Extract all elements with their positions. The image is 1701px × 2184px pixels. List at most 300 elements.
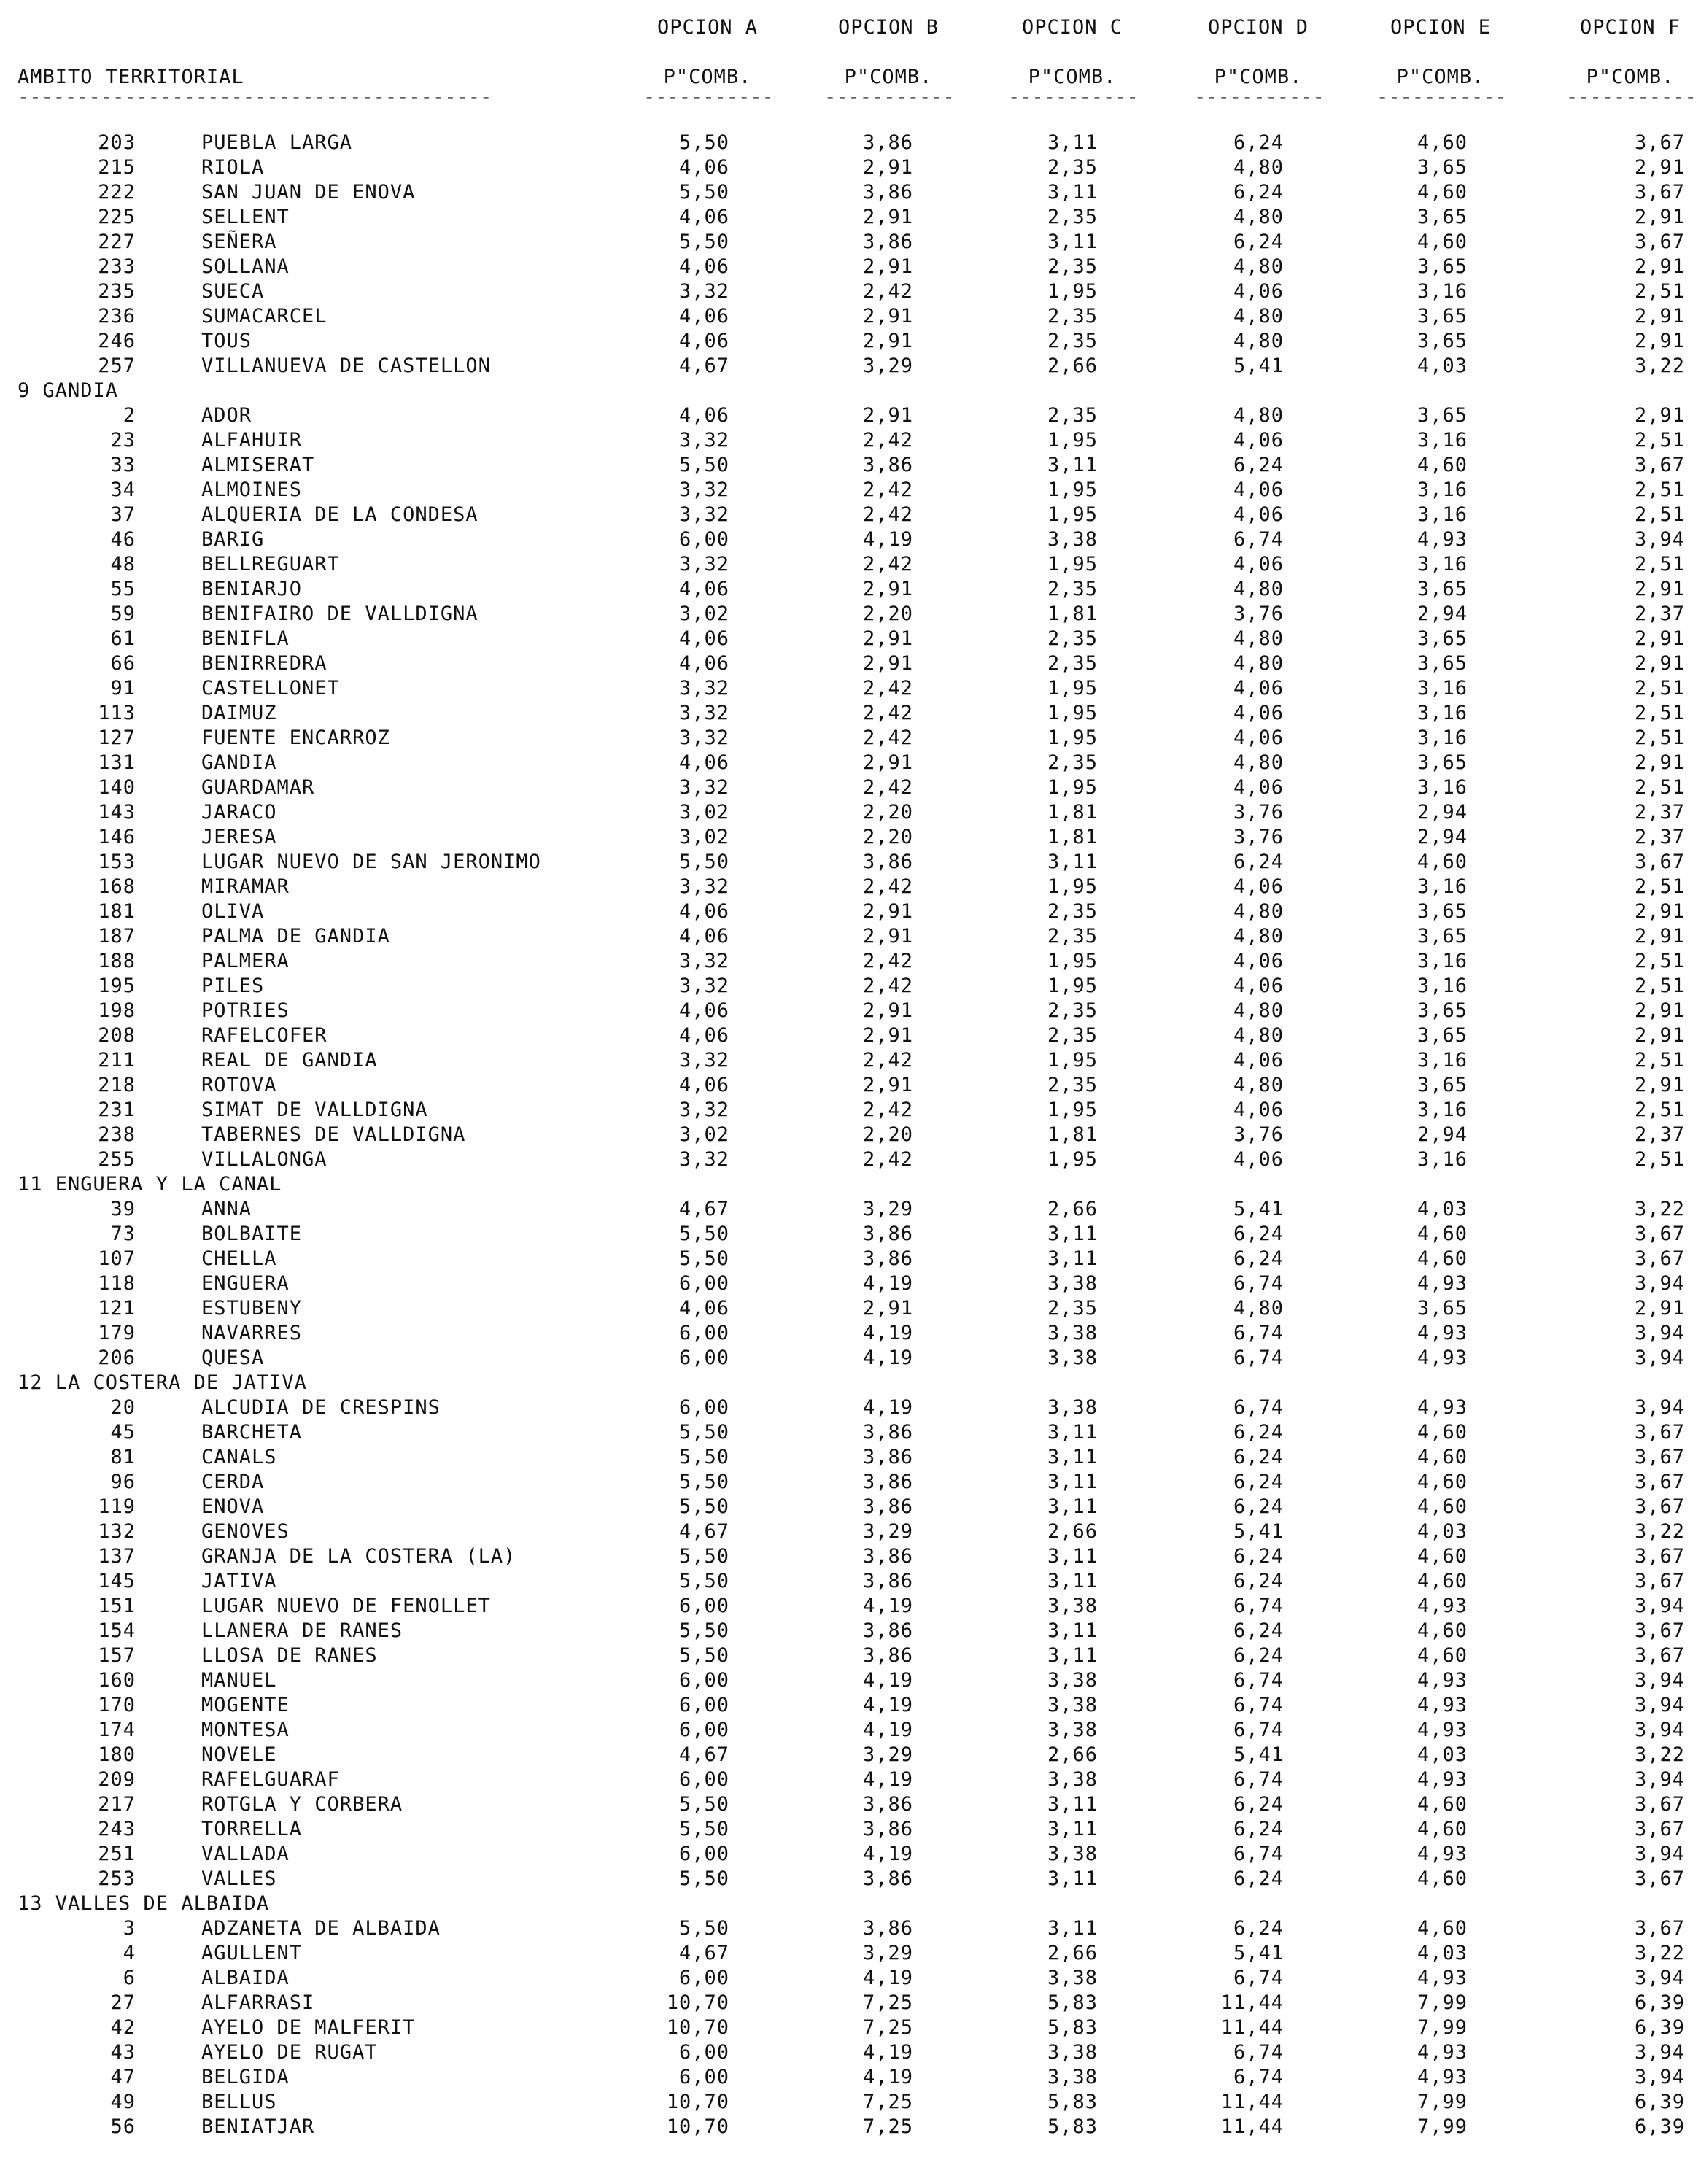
- table-row: [0, 1967, 1701, 1991]
- value-option-c: 3,38: [1047, 1669, 1098, 1692]
- value-option-a: 5,50: [678, 1644, 729, 1667]
- municipality-code: 107: [98, 1247, 136, 1270]
- value-option-d: 6,24: [1233, 1545, 1284, 1568]
- value-option-c: 2,35: [1047, 925, 1098, 948]
- value-option-c: 1,95: [1047, 280, 1098, 303]
- value-option-c: 1,81: [1047, 603, 1098, 625]
- value-option-f: 2,51: [1634, 677, 1685, 700]
- value-option-d: 4,06: [1233, 553, 1284, 576]
- municipality-name: MONTESA: [201, 1719, 290, 1741]
- value-option-a: 5,50: [678, 1793, 729, 1816]
- value-option-e: 4,03: [1417, 1198, 1468, 1220]
- municipality-code: 73: [110, 1223, 136, 1245]
- value-option-e: 4,03: [1417, 1743, 1468, 1766]
- value-option-a: 3,02: [678, 826, 729, 848]
- value-option-e: 4,93: [1417, 1843, 1468, 1865]
- table-row: [0, 826, 1701, 851]
- value-option-f: 2,51: [1634, 503, 1685, 526]
- municipality-code: 218: [98, 1074, 136, 1096]
- value-option-c: 2,66: [1047, 1942, 1098, 1964]
- municipality-name: LUGAR NUEVO DE FENOLLET: [201, 1595, 491, 1617]
- value-option-a: 5,50: [678, 181, 729, 204]
- value-option-f: 3,22: [1634, 1198, 1685, 1220]
- value-option-f: 2,91: [1634, 330, 1685, 352]
- value-option-d: 4,06: [1233, 727, 1284, 749]
- municipality-name: MOGENTE: [201, 1694, 290, 1716]
- value-option-f: 3,67: [1634, 1570, 1685, 1592]
- value-option-b: 2,91: [862, 925, 913, 948]
- municipality-code: 195: [98, 975, 136, 997]
- value-option-b: 2,20: [862, 801, 913, 824]
- municipality-name: LUGAR NUEVO DE SAN JERONIMO: [201, 851, 541, 873]
- column-header-option-a: OPCION A: [656, 16, 759, 39]
- value-option-d: 4,06: [1233, 503, 1284, 526]
- table-row: [0, 1843, 1701, 1867]
- municipality-name: PUEBLA LARGA: [201, 131, 353, 154]
- municipality-name: SEÑERA: [201, 231, 277, 253]
- table-row: [0, 479, 1701, 503]
- value-option-a: 6,00: [678, 1396, 729, 1419]
- value-option-a: 6,00: [678, 2041, 729, 2064]
- value-option-d: 6,74: [1233, 1694, 1284, 1716]
- value-option-b: 2,42: [862, 950, 913, 972]
- municipality-name: TORRELLA: [201, 1818, 303, 1840]
- table-row: [0, 528, 1701, 553]
- value-option-c: 2,35: [1047, 999, 1098, 1022]
- table-row: [0, 1619, 1701, 1644]
- value-option-e: 4,93: [1417, 1669, 1468, 1692]
- municipality-code: 143: [98, 801, 136, 824]
- value-option-b: 2,91: [862, 1024, 913, 1047]
- value-option-a: 3,02: [678, 1123, 729, 1146]
- municipality-name: VALLES: [201, 1867, 277, 1890]
- value-option-f: 3,67: [1634, 1223, 1685, 1245]
- value-option-e: 7,99: [1417, 2091, 1468, 2113]
- value-option-b: 7,25: [862, 1991, 913, 2014]
- value-option-a: 10,70: [666, 2016, 729, 2039]
- municipality-name: BENIFLA: [201, 627, 290, 650]
- municipality-code: 203: [98, 131, 136, 154]
- value-option-d: 6,74: [1233, 2066, 1284, 2088]
- value-option-a: 4,06: [678, 627, 729, 650]
- value-option-c: 1,81: [1047, 801, 1098, 824]
- municipality-name: GENOVES: [201, 1520, 290, 1543]
- municipality-code: 181: [98, 900, 136, 923]
- municipality-code: 211: [98, 1049, 136, 1072]
- municipality-code: 66: [110, 652, 136, 675]
- municipality-code: 253: [98, 1867, 136, 1890]
- value-option-d: 4,06: [1233, 280, 1284, 303]
- value-option-f: 3,94: [1634, 1396, 1685, 1419]
- value-option-b: 2,42: [862, 553, 913, 576]
- value-option-c: 3,11: [1047, 1471, 1098, 1493]
- value-option-c: 1,81: [1047, 826, 1098, 848]
- table-row: [0, 156, 1701, 181]
- value-option-a: 3,32: [678, 479, 729, 501]
- table-row: [0, 1793, 1701, 1818]
- value-option-d: 6,24: [1233, 1793, 1284, 1816]
- value-option-a: 4,67: [678, 1743, 729, 1766]
- value-option-e: 4,93: [1417, 1967, 1468, 1989]
- value-option-b: 2,91: [862, 255, 913, 278]
- value-option-a: 3,32: [678, 975, 729, 997]
- value-option-f: 3,67: [1634, 454, 1685, 476]
- value-option-c: 2,66: [1047, 1520, 1098, 1543]
- value-option-b: 2,91: [862, 578, 913, 600]
- value-option-b: 2,42: [862, 702, 913, 724]
- value-option-e: 3,16: [1417, 1099, 1468, 1121]
- value-option-b: 2,42: [862, 677, 913, 700]
- value-option-f: 2,91: [1634, 627, 1685, 650]
- table-row: [0, 1074, 1701, 1099]
- value-option-e: 4,60: [1417, 454, 1468, 476]
- value-option-a: 4,67: [678, 1520, 729, 1543]
- table-row: [0, 702, 1701, 727]
- value-option-b: 3,86: [862, 231, 913, 253]
- value-option-e: 3,16: [1417, 702, 1468, 724]
- value-option-c: 2,35: [1047, 751, 1098, 774]
- value-option-a: 6,00: [678, 1272, 729, 1295]
- municipality-name: OLIVA: [201, 900, 265, 923]
- value-option-d: 6,74: [1233, 1669, 1284, 1692]
- value-option-a: 5,50: [678, 1247, 729, 1270]
- value-option-e: 4,03: [1417, 1942, 1468, 1964]
- value-option-c: 2,66: [1047, 1198, 1098, 1220]
- value-option-f: 2,91: [1634, 999, 1685, 1022]
- value-option-b: 3,29: [862, 1198, 913, 1220]
- value-option-d: 6,74: [1233, 528, 1284, 551]
- value-option-d: 6,24: [1233, 1421, 1284, 1444]
- group-header: [0, 1173, 1701, 1198]
- value-option-f: 2,91: [1634, 751, 1685, 774]
- table-row: [0, 1942, 1701, 1967]
- table-row: [0, 1818, 1701, 1843]
- table-row: [0, 851, 1701, 875]
- value-option-e: 3,65: [1417, 578, 1468, 600]
- municipality-code: 208: [98, 1024, 136, 1047]
- municipality-name: BELGIDA: [201, 2066, 290, 2088]
- municipality-name: BELLREGUART: [201, 553, 340, 576]
- municipality-code: 140: [98, 776, 136, 799]
- municipality-code: 137: [98, 1545, 136, 1568]
- column-header-option-b: OPCION B: [837, 16, 939, 39]
- value-option-c: 3,38: [1047, 528, 1098, 551]
- value-option-e: 3,16: [1417, 503, 1468, 526]
- municipality-code: 49: [110, 2091, 136, 2113]
- municipality-name: RAFELGUARAF: [201, 1768, 340, 1791]
- value-option-a: 4,06: [678, 255, 729, 278]
- municipality-code: 132: [98, 1520, 136, 1543]
- value-option-c: 3,38: [1047, 2041, 1098, 2064]
- municipality-code: 243: [98, 1818, 136, 1840]
- value-option-e: 3,16: [1417, 776, 1468, 799]
- table-row: [0, 1446, 1701, 1471]
- value-option-e: 3,65: [1417, 627, 1468, 650]
- value-option-a: 3,32: [678, 875, 729, 898]
- value-option-c: 1,95: [1047, 553, 1098, 576]
- table-row: [0, 206, 1701, 231]
- value-option-d: 5,41: [1233, 1198, 1284, 1220]
- value-option-d: 4,80: [1233, 1297, 1284, 1320]
- value-option-a: 5,50: [678, 1223, 729, 1245]
- table-row: [0, 131, 1701, 156]
- value-option-b: 3,86: [862, 1223, 913, 1245]
- municipality-name: VILLALONGA: [201, 1148, 328, 1171]
- value-option-b: 2,42: [862, 776, 913, 799]
- value-option-f: 3,67: [1634, 1867, 1685, 1890]
- value-option-c: 2,35: [1047, 578, 1098, 600]
- value-option-f: 3,94: [1634, 1967, 1685, 1989]
- value-option-c: 1,95: [1047, 1148, 1098, 1171]
- value-option-c: 2,35: [1047, 652, 1098, 675]
- table-row: [0, 454, 1701, 479]
- municipality-name: NAVARRES: [201, 1322, 303, 1344]
- value-option-b: 4,19: [862, 2041, 913, 2064]
- value-option-f: 3,67: [1634, 1818, 1685, 1840]
- value-option-f: 3,94: [1634, 1347, 1685, 1369]
- value-option-e: 4,60: [1417, 231, 1468, 253]
- value-option-f: 2,91: [1634, 652, 1685, 675]
- table-row: [0, 503, 1701, 528]
- value-option-e: 3,65: [1417, 900, 1468, 923]
- value-option-e: 3,65: [1417, 206, 1468, 228]
- municipality-code: 233: [98, 255, 136, 278]
- table-row: [0, 603, 1701, 627]
- municipality-name: CASTELLONET: [201, 677, 340, 700]
- value-option-e: 3,16: [1417, 950, 1468, 972]
- municipality-code: 34: [110, 479, 136, 501]
- value-option-c: 2,35: [1047, 1297, 1098, 1320]
- value-option-f: 2,51: [1634, 1148, 1685, 1171]
- value-option-e: 4,60: [1417, 1619, 1468, 1642]
- value-option-f: 3,22: [1634, 355, 1685, 377]
- value-option-a: 3,32: [678, 1148, 729, 1171]
- value-option-e: 2,94: [1417, 603, 1468, 625]
- value-option-a: 3,32: [678, 1049, 729, 1072]
- value-option-e: 4,93: [1417, 1694, 1468, 1716]
- column-header-option-c: OPCION C: [1021, 16, 1123, 39]
- value-option-e: 4,60: [1417, 1247, 1468, 1270]
- value-option-a: 6,00: [678, 1347, 729, 1369]
- municipality-name: BENIFAIRO DE VALLDIGNA: [201, 603, 478, 625]
- value-option-c: 5,83: [1047, 2016, 1098, 2039]
- table-row: [0, 404, 1701, 429]
- value-option-d: 4,80: [1233, 578, 1284, 600]
- value-option-c: 2,66: [1047, 355, 1098, 377]
- table-row: [0, 1867, 1701, 1892]
- value-option-a: 5,50: [678, 1818, 729, 1840]
- value-option-b: 3,86: [862, 181, 913, 204]
- value-option-a: 5,50: [678, 231, 729, 253]
- value-option-f: 3,67: [1634, 1247, 1685, 1270]
- value-option-c: 5,83: [1047, 1991, 1098, 2014]
- value-option-a: 4,06: [678, 1297, 729, 1320]
- value-option-b: 2,42: [862, 479, 913, 501]
- value-option-e: 3,65: [1417, 255, 1468, 278]
- value-option-f: 2,51: [1634, 429, 1685, 452]
- value-option-e: 4,60: [1417, 1471, 1468, 1493]
- value-option-e: 3,16: [1417, 479, 1468, 501]
- column-header-option-d: OPCION D: [1207, 16, 1309, 39]
- value-option-a: 4,06: [678, 305, 729, 328]
- municipality-name: BENIATJAR: [201, 2115, 315, 2138]
- value-option-e: 4,60: [1417, 1495, 1468, 1518]
- value-option-b: 3,86: [862, 1867, 913, 1890]
- municipality-name: PALMERA: [201, 950, 290, 972]
- value-option-a: 10,70: [666, 2091, 729, 2113]
- header-rule-ambito: ----------------------------------------: [18, 86, 492, 109]
- value-option-c: 1,95: [1047, 975, 1098, 997]
- table-row: [0, 1545, 1701, 1570]
- value-option-d: 11,44: [1220, 2016, 1284, 2039]
- value-option-d: 6,24: [1233, 131, 1284, 154]
- value-option-c: 3,11: [1047, 1495, 1098, 1518]
- municipality-code: 4: [123, 1942, 136, 1964]
- value-option-a: 4,06: [678, 925, 729, 948]
- municipality-name: LLOSA DE RANES: [201, 1644, 378, 1667]
- value-option-a: 6,00: [678, 1694, 729, 1716]
- value-option-e: 4,93: [1417, 1396, 1468, 1419]
- table-row: [0, 677, 1701, 702]
- value-option-c: 3,11: [1047, 1446, 1098, 1468]
- value-option-e: 4,60: [1417, 1644, 1468, 1667]
- municipality-code: 222: [98, 181, 136, 204]
- value-option-c: 2,66: [1047, 1743, 1098, 1766]
- municipality-name: ALFARRASI: [201, 1991, 315, 2014]
- value-option-b: 2,91: [862, 652, 913, 675]
- municipality-name: TABERNES DE VALLDIGNA: [201, 1123, 466, 1146]
- value-option-f: 2,91: [1634, 578, 1685, 600]
- value-option-f: 3,67: [1634, 1495, 1685, 1518]
- value-option-d: 6,24: [1233, 454, 1284, 476]
- value-option-f: 3,22: [1634, 1520, 1685, 1543]
- municipality-code: 42: [110, 2016, 136, 2039]
- value-option-a: 4,06: [678, 652, 729, 675]
- value-option-c: 3,11: [1047, 1421, 1098, 1444]
- value-option-a: 6,00: [678, 1843, 729, 1865]
- value-option-f: 2,91: [1634, 1074, 1685, 1096]
- value-option-c: 1,95: [1047, 1049, 1098, 1072]
- value-option-f: 3,67: [1634, 1917, 1685, 1940]
- value-option-f: 2,51: [1634, 702, 1685, 724]
- municipality-name: ROTGLA Y CORBERA: [201, 1793, 403, 1816]
- municipality-code: 179: [98, 1322, 136, 1344]
- value-option-e: 4,93: [1417, 2066, 1468, 2088]
- municipality-code: 154: [98, 1619, 136, 1642]
- value-option-e: 4,93: [1417, 1595, 1468, 1617]
- value-option-f: 3,67: [1634, 1471, 1685, 1493]
- value-option-c: 3,11: [1047, 1223, 1098, 1245]
- value-option-b: 7,25: [862, 2115, 913, 2138]
- municipality-code: 227: [98, 231, 136, 253]
- value-option-d: 6,24: [1233, 1644, 1284, 1667]
- municipality-name: ADOR: [201, 404, 252, 427]
- table-row: [0, 1024, 1701, 1049]
- value-option-a: 5,50: [678, 1471, 729, 1493]
- value-option-e: 7,99: [1417, 2115, 1468, 2138]
- value-option-e: 4,60: [1417, 1867, 1468, 1890]
- value-option-c: 3,11: [1047, 1644, 1098, 1667]
- value-option-c: 3,38: [1047, 1347, 1098, 1369]
- municipality-code: 257: [98, 355, 136, 377]
- value-option-d: 4,80: [1233, 156, 1284, 179]
- value-option-d: 4,80: [1233, 1074, 1284, 1096]
- value-option-c: 3,11: [1047, 1818, 1098, 1840]
- value-option-b: 2,91: [862, 627, 913, 650]
- value-option-b: 2,91: [862, 999, 913, 1022]
- value-option-a: 4,06: [678, 1024, 729, 1047]
- value-option-b: 3,86: [862, 1446, 913, 1468]
- value-option-c: 3,38: [1047, 1396, 1098, 1419]
- value-option-f: 2,51: [1634, 727, 1685, 749]
- table-row: [0, 429, 1701, 454]
- municipality-name: SOLLANA: [201, 255, 290, 278]
- value-option-d: 4,06: [1233, 950, 1284, 972]
- municipality-name: ALQUERIA DE LA CONDESA: [201, 503, 478, 526]
- value-option-b: 4,19: [862, 1694, 913, 1716]
- value-option-e: 4,93: [1417, 1322, 1468, 1344]
- municipality-code: 23: [110, 429, 136, 452]
- value-option-c: 3,38: [1047, 1843, 1098, 1865]
- value-option-d: 6,24: [1233, 181, 1284, 204]
- value-option-a: 3,32: [678, 503, 729, 526]
- municipality-name: BARIG: [201, 528, 265, 551]
- table-row: [0, 1743, 1701, 1768]
- table-row: [0, 181, 1701, 206]
- value-option-d: 4,80: [1233, 925, 1284, 948]
- value-option-c: 1,95: [1047, 479, 1098, 501]
- value-option-d: 4,06: [1233, 479, 1284, 501]
- value-option-d: 6,24: [1233, 1471, 1284, 1493]
- value-option-f: 3,22: [1634, 1942, 1685, 1964]
- municipality-name: RAFELCOFER: [201, 1024, 328, 1047]
- value-option-a: 5,50: [678, 1495, 729, 1518]
- value-option-b: 4,19: [862, 1843, 913, 1865]
- table-row: [0, 652, 1701, 677]
- table-row: [0, 999, 1701, 1024]
- municipality-name: MIRAMAR: [201, 875, 290, 898]
- value-option-d: 6,74: [1233, 1347, 1284, 1369]
- table-row: [0, 1570, 1701, 1595]
- value-option-d: 6,74: [1233, 1272, 1284, 1295]
- municipality-code: 153: [98, 851, 136, 873]
- table-row: [0, 305, 1701, 330]
- value-option-a: 6,00: [678, 1322, 729, 1344]
- value-option-a: 10,70: [666, 2115, 729, 2138]
- municipality-code: 160: [98, 1669, 136, 1692]
- value-option-c: 2,35: [1047, 1074, 1098, 1096]
- municipality-code: 188: [98, 950, 136, 972]
- value-option-a: 5,50: [678, 851, 729, 873]
- value-option-b: 4,19: [862, 1967, 913, 1989]
- municipality-code: 20: [110, 1396, 136, 1419]
- value-option-e: 4,93: [1417, 1347, 1468, 1369]
- municipality-name: SIMAT DE VALLDIGNA: [201, 1099, 428, 1121]
- table-row: [0, 2041, 1701, 2066]
- table-row: [0, 925, 1701, 950]
- value-option-b: 3,29: [862, 1520, 913, 1543]
- value-option-f: 3,94: [1634, 2041, 1685, 2064]
- value-option-b: 4,19: [862, 1396, 913, 1419]
- value-option-e: 3,65: [1417, 1297, 1468, 1320]
- value-option-b: 3,86: [862, 1619, 913, 1642]
- value-option-c: 3,11: [1047, 181, 1098, 204]
- value-option-e: 4,93: [1417, 528, 1468, 551]
- value-option-d: 6,24: [1233, 1247, 1284, 1270]
- value-option-b: 4,19: [862, 1768, 913, 1791]
- municipality-code: 127: [98, 727, 136, 749]
- value-option-b: 2,20: [862, 1123, 913, 1146]
